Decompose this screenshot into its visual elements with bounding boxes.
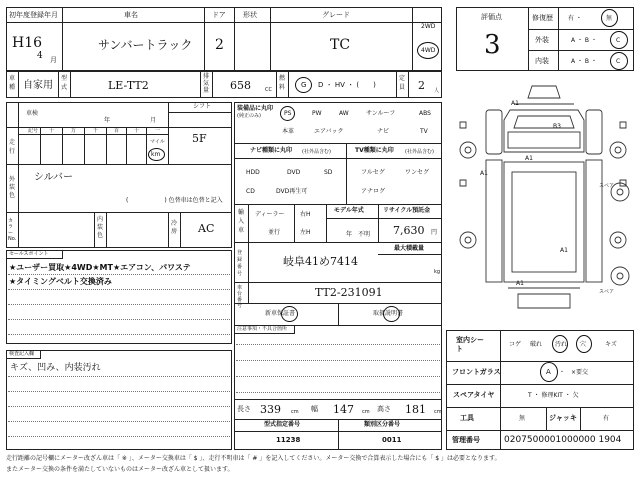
damage-mark: A1 (560, 247, 568, 254)
notes-label: 注意事項・不具合箇所 (237, 326, 288, 332)
damage-mark: A1 (516, 280, 524, 287)
equip-navi: ナビ (377, 128, 390, 135)
month-unit: 月 (50, 56, 57, 64)
fuel-g: G (301, 81, 307, 89)
km-circle (148, 148, 165, 161)
color-value: シルバー (34, 172, 74, 183)
length-value: 339 (260, 403, 281, 416)
drive-2wd: 2WD (421, 23, 436, 30)
exterior-grade-circle (610, 31, 628, 49)
equip-sunroof: サンルーフ (366, 110, 396, 117)
length-cm: cm (291, 409, 299, 415)
recycle-yen: 円 (431, 229, 438, 236)
import-left: 左H (300, 229, 311, 236)
doors-value: 2 (215, 37, 224, 53)
new-warranty-circle (281, 306, 298, 322)
import-label: 輸入車 (238, 209, 245, 234)
doors-label: ドア (212, 11, 226, 19)
ac-label: 冷房 (171, 220, 178, 235)
reg-number: 岐阜41め7414 (283, 255, 358, 268)
vehicle-label: 車種 (9, 75, 16, 91)
shaken-month-unit: 月 (150, 117, 157, 124)
nav-label: ナビ種類に丸印 (250, 147, 293, 154)
import-dealer: ディーラー (255, 211, 285, 218)
chassis-value: TT2-231091 (315, 286, 383, 299)
new-warranty: 新車保証書 (265, 310, 296, 317)
equip-aw: AW (339, 110, 349, 117)
first-reg-month: 4 (37, 51, 43, 61)
spare-top-label: スペア (599, 183, 615, 189)
digit-label: 千 (93, 128, 99, 134)
sales-points-label: セールスポイント (9, 251, 49, 257)
shape-label: 形状 (243, 11, 257, 19)
ac-value: AC (198, 222, 215, 235)
digit-label: 万 (71, 128, 77, 134)
km-label: 走行 (9, 139, 16, 155)
nav-sub: (社外品含む) (302, 149, 331, 155)
max-load-label: 最大積載量 (394, 245, 425, 252)
damage-mark: A1 (511, 100, 519, 107)
interior-grade: C (616, 58, 621, 65)
spare-tire-items: T ・ 修理KIT ・ 欠 (528, 392, 579, 399)
car-name-label: 車名 (124, 11, 138, 19)
seat-hole-circle (576, 335, 592, 353)
tv-oneseg: ワンセグ (405, 169, 430, 176)
recycle-label: リサイクル預託金 (383, 207, 431, 214)
shift-value: 5F (192, 132, 207, 145)
score-value: 3 (484, 30, 501, 60)
drive-4wd-circle (417, 42, 439, 59)
score-label: 評価点 (481, 13, 502, 21)
digit-label: 一 (155, 128, 161, 134)
reg-label: 登録番号 (237, 250, 243, 277)
nav-hdd: HDD (246, 169, 260, 176)
manual-circle (383, 306, 400, 322)
km-unit: km (151, 151, 161, 158)
digit-label: 百 (114, 128, 120, 134)
import-parallel: 並行 (268, 229, 281, 236)
mgmt-number: 0207500001000000 1904 (504, 435, 622, 445)
width-cm: cm (362, 409, 370, 415)
spare-tire-label: スペアタイヤ (453, 391, 495, 399)
first-reg-year: H16 (12, 35, 43, 51)
jack-value: 有 (603, 415, 610, 422)
equip-tv: TV (420, 128, 428, 135)
width-label: 幅 (311, 405, 318, 413)
jack-label: ジャッキ (549, 414, 577, 422)
repair-options: 有 ・ (568, 15, 582, 22)
color-no-label: カラーNo. (8, 218, 17, 242)
seat-item: コゲ (509, 341, 522, 348)
damage-mark: A1 (480, 170, 488, 177)
interior-options: A ・ B ・ (571, 58, 597, 65)
shaken-label: 車検 (26, 110, 39, 117)
vehicle-row (6, 71, 442, 98)
seat-label: 室内シート (456, 336, 484, 353)
seat-dirt-circle (552, 335, 568, 353)
model-label: 型式 (61, 75, 68, 91)
model-value: LE-TT2 (108, 79, 149, 92)
damage-mark: A1 (525, 155, 533, 162)
equip-pw: PW (312, 110, 322, 117)
color-label: 外装色 (9, 176, 16, 199)
mile-label: マイル (150, 139, 165, 145)
tv-fullseg: フルセグ (361, 169, 385, 176)
color-note: ( ) 色替車は色替と記入 (126, 197, 223, 204)
chassis-label: 車台番号 (237, 285, 243, 309)
width-value: 147 (333, 403, 354, 416)
glass-rest: ・ ×要交 (559, 369, 589, 376)
designation-value: 11238 (276, 436, 301, 444)
kisai-label: 記号 (28, 128, 39, 134)
equip-leather: 本革 (282, 128, 295, 135)
displacement-value: 658 (230, 79, 251, 92)
manual: 取扱説明書 (373, 310, 404, 317)
tools-value: 無 (519, 415, 526, 422)
shaken-year-unit: 年 (104, 117, 111, 124)
footer-note-1: 走行距離の記号欄にメーター改ざん車は「 ※ 」、メーター交換車は「 $ 」、走行不明車は「 # 」を記入してください。メーター交換で合算表示した場合にも「 $ 」は必要となります。 (6, 455, 501, 462)
seat-item: 破れ (530, 341, 543, 348)
grade-label: グレード (322, 11, 350, 19)
vehicle-type: 自家用 (23, 80, 53, 91)
fuel-options: D ・ HV ・ ( ) (318, 81, 376, 89)
capacity-unit: 人 (434, 88, 440, 94)
max-load-kg: kg (434, 269, 441, 275)
fuel-label: 燃料 (279, 75, 286, 91)
model-year-label: モデル年式 (334, 207, 364, 214)
equip-abs: ABS (419, 110, 431, 117)
damage-mark: B3 (553, 123, 561, 130)
nav-cd: CD (246, 188, 255, 195)
length-label: 長さ (237, 405, 251, 413)
shift-label: シフト (193, 103, 212, 110)
interior-grade-label: 内装 (535, 57, 549, 65)
drive-4wd: 4WD (421, 47, 436, 54)
glass-label: フロントガラス (452, 368, 501, 376)
equip-ps: PS (284, 110, 292, 117)
repair-label: 修復歴 (532, 14, 553, 22)
recycle-value: 7,630 (393, 224, 425, 237)
import-right: 右H (300, 211, 311, 218)
tools-label: 工具 (460, 414, 474, 422)
exterior-label: 外装 (535, 36, 549, 44)
nav-sd: SD (324, 169, 333, 176)
tv-label: TV種類に丸印 (355, 147, 394, 154)
height-cm: cm (434, 409, 442, 415)
digit-label: 十 (49, 128, 55, 134)
inspector-text: キズ、凹み、内装汚れ (10, 363, 101, 373)
seat-item: 穴 (580, 341, 587, 348)
car-name: サンバートラック (98, 38, 193, 52)
exterior-grade: C (616, 37, 621, 44)
seat-item: 汚れ (555, 341, 568, 348)
height-label: 高さ (377, 405, 391, 413)
designation-label: 型式指定番号 (264, 421, 301, 428)
grade-value: TC (330, 37, 351, 53)
model-year-value: 年 不明 (346, 231, 371, 238)
capacity-label: 定員 (399, 75, 406, 91)
category-value: 0011 (382, 436, 402, 444)
mgmt-label: 管理番号 (452, 436, 480, 444)
spare-bottom-label: スペア (599, 289, 615, 295)
repair-none: 無 (606, 15, 613, 22)
equip-ps-circle (280, 106, 295, 121)
tv-analog: アナログ (361, 188, 386, 195)
glass-a-circle (540, 362, 558, 382)
nav-dvd-play: DVD再生可 (276, 188, 308, 195)
capacity-value: 2 (418, 79, 425, 92)
seat-item: キズ (605, 341, 617, 348)
interior-label: 内装色 (97, 216, 104, 239)
cc-unit: CC (265, 87, 272, 93)
footer-note-2: またメーター交換の条件を満たしていないものはメーター改ざん車として扱います。 (6, 466, 234, 473)
glass-a: A (546, 368, 551, 376)
nav-dvd: DVD (287, 169, 301, 176)
equip-airbag: エアバック (314, 128, 344, 135)
digit-label: 十 (134, 128, 140, 134)
equipment-label: 装備品に丸印 (237, 105, 274, 112)
equipment-sub: (純正のみ) (237, 113, 261, 119)
first-reg-label: 初年度登録年月 (9, 11, 58, 19)
repair-none-circle (601, 9, 618, 27)
category-label: 類別区分番号 (364, 421, 401, 428)
tv-sub: (社外品含む) (405, 149, 434, 155)
sales-point-line: ★タイミングベルト交換済み (9, 277, 112, 286)
sales-point-line: ★ユーザー買取★4WD★MT★エアコン、パワステ (9, 263, 191, 272)
displacement-label: 排気量 (203, 73, 210, 94)
inspector-label: 検査記入欄 (9, 351, 35, 357)
height-value: 181 (405, 403, 426, 416)
vehicle-damage-diagram (448, 80, 638, 320)
interior-grade-circle (610, 52, 628, 70)
fuel-g-circle (295, 77, 312, 93)
exterior-options: A ・ B ・ (571, 37, 597, 44)
